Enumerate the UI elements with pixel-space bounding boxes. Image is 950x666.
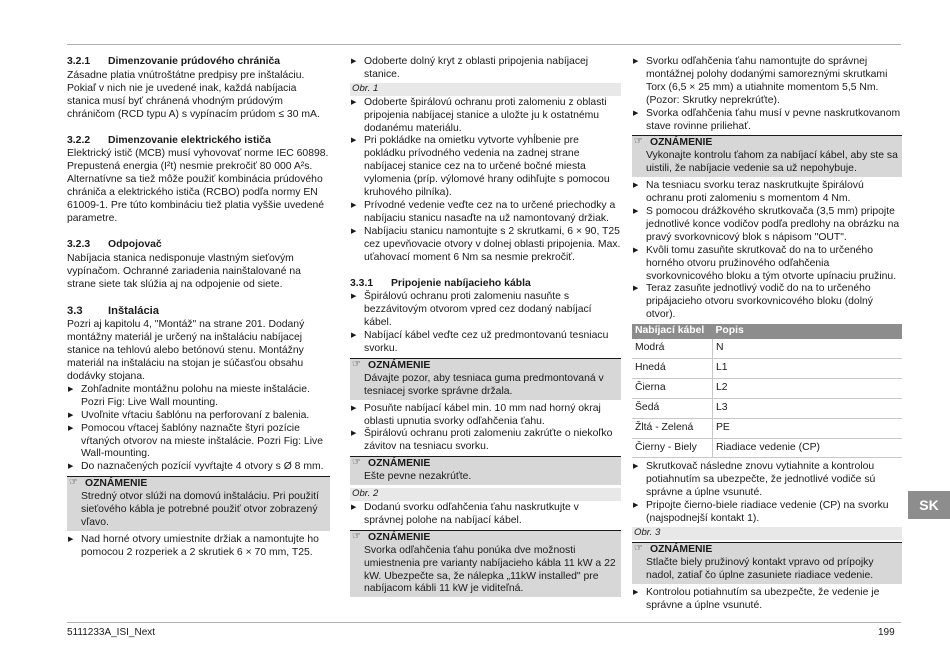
notice-heading (67, 476, 330, 491)
table-cell: Čierny - Biely (632, 438, 713, 458)
table-row (632, 398, 902, 418)
notice-box (632, 542, 902, 584)
notice-text: Dávajte pozor, aby tesniaca guma predmontovaná v tesniacej svorke správne držala. (364, 372, 604, 397)
column-3 (632, 56, 902, 612)
notice-heading (350, 530, 621, 545)
document-id: 5111233A_ISI_Next (67, 627, 156, 638)
pointing-hand-icon: ☞ (69, 477, 78, 489)
footer-rule (67, 622, 901, 623)
pointing-hand-icon: ☞ (634, 542, 643, 554)
notice-box (67, 476, 330, 531)
notice-label: OZNÁMENIE (85, 478, 148, 490)
section-heading-3-2-1 (67, 56, 330, 69)
column-header: Popis (713, 324, 903, 339)
list-item: ▶ Nabíjací kábel veďte cez už predmontovanú tesniacu svorku. (350, 330, 621, 356)
pointing-hand-icon: ☞ (352, 457, 361, 469)
list-item: ▶ Teraz zasuňte jednotlivý vodič do na to určeného pripájacieho otvoru svorkovnicového bloku (dolný otvor). (632, 283, 902, 322)
section-number: 3.3.1 (350, 277, 374, 289)
section-heading-3-2-3 (67, 239, 330, 252)
table-cell: L2 (713, 378, 903, 398)
notice-text: Svorka odľahčenia ťahu ponúka dve možnosti umiestnenia pre varianty nabíjacieho kábla 11 kW a 22 kW. Ubezpečte sa, že nálepka „11kW installed" pre nabíjacom kábli 11 kW je viditeľná. (364, 544, 616, 595)
paragraph: Elektrický istič (MCB) musí vyhovovať norme IEC 60898. Prepustená energia (I²t) nesmie prekročiť 80 000 A²s. Alternatívne sa tiež môže použiť kombinácia prúdového chrániča a elektrického ističa (RCBO) podľa normy EN 61009-1. Pre túto kombináciu tiež platia vyššie uvedené parametre. (67, 148, 329, 224)
list-item: ▶ Zohľadnite montážnu polohu na mieste inštalácie. Pozri Fig: Live Wall mounting. (67, 384, 330, 410)
list-item: ▶ Svorka odľahčenia ťahu musí v pevne naskrutkovanom stave rovinne priliehať. (632, 108, 902, 134)
list-item: ▶ Posuňte nabíjací kábel min. 10 mm nad horný okraj oblasti upnutia svorky odľahčenia ťahu. (350, 403, 621, 429)
language-tab: SK (908, 491, 950, 519)
column-2 (350, 56, 621, 600)
column-header: Nabíjací kábel (632, 324, 713, 339)
section-number: 3.3 (67, 304, 83, 317)
table-row (632, 438, 902, 458)
list-item: ▶ Špirálovú ochranu proti zalomeniu zakrúťte o niekoľko závitov na tesniacu svorku. (350, 428, 621, 454)
paragraph: Pozri aj kapitolu 4, "Montáž" na strane 201. Dodaný montážny materiál je určený na inštaláciu nabíjacej stanice na tehlovú alebo betónovú stenu. Montážny materiál na inštaláciu na stojan je súčasťou obsahu dodávky stojana. (67, 319, 305, 383)
notice-label: OZNÁMENIE (650, 543, 713, 555)
wire-color-table (632, 324, 902, 458)
notice-box (350, 456, 621, 485)
section-number: 3.2.3 (67, 238, 91, 250)
list-item: ▶ Kontrolou potiahnutím sa ubezpečte, že vedenie je správne a úplne vsunuté. (632, 587, 902, 613)
figure-label: Obr. 3 (632, 527, 902, 540)
table-cell: Riadiace vedenie (CP) (713, 438, 903, 458)
notice-heading (632, 135, 902, 150)
section-title: Odpojovač (108, 238, 162, 250)
table-header-row (632, 324, 902, 339)
list-item: ▶ Skrutkovač následne znovu vytiahnite a kontrolou potiahnutím sa ubezpečte, že jednotlivé vodiče sú správne a úplne vsunuté. (632, 461, 902, 500)
list-item: ▶ Pomocou vŕtacej šablóny naznačte štyri pozície vŕtaných otvorov na mieste inštalácie. Pozri Fig: Live Wall-mounting. (67, 423, 330, 462)
pointing-hand-icon: ☞ (352, 358, 361, 370)
section-title: Dimenzovanie elektrického ističa (108, 134, 271, 146)
table-cell: L3 (713, 398, 903, 418)
section-heading-3-3 (67, 305, 330, 318)
notice-box (350, 530, 621, 598)
section-heading-3-3-1 (350, 278, 621, 291)
table-row (632, 378, 902, 398)
notice-label: OZNÁMENIE (650, 137, 713, 149)
list-item: ▶ S pomocou drážkového skrutkovača (3,5 mm) pripojte jednotlivé konce vodičov podľa predlohy na obrázku na pravý svorkovnicový blok s nápisom "OUT". (632, 206, 902, 245)
page-number: 199 (878, 627, 895, 638)
list-item: ▶ Dodanú svorku odľahčenia ťahu naskrutkujte v správnej polohe na nabíjací kábel. (350, 502, 621, 528)
list-item: ▶ Nad horné otvory umiestnite držiak a namontujte ho pomocou 2 rozperiek a 2 skrutiek 6 × 70 mm, T25. (67, 534, 330, 560)
list-item: ▶ Odoberte dolný kryt z oblasti pripojenia nabíjacej stanice. (350, 56, 621, 82)
table-cell: PE (713, 418, 903, 438)
table-cell: Hnedá (632, 358, 713, 378)
notice-box (350, 358, 621, 400)
header-rule (67, 44, 901, 45)
list-item: ▶ Nabíjaciu stanicu namontujte s 2 skrutkami, 6 × 90, T25 cez upevňovacie otvory v dolnej oblasti pripojenia. Max. uťahovací moment 6 Nm sa nesmie prekročiť. (350, 226, 621, 265)
notice-box (632, 135, 902, 177)
table-cell: N (713, 339, 903, 358)
notice-label: OZNÁMENIE (368, 359, 431, 371)
pointing-hand-icon: ☞ (634, 136, 643, 148)
paragraph: Zásadne platia vnútroštátne predpisy pre inštaláciu. Pokiaľ v nich nie je uvedené inak, každá nabíjacia stanica musí byť chránená vhodným prúdovým chráničom (RCD typu A) s vypínacím prúdom ≤ 30 mA. (67, 69, 320, 120)
notice-heading (350, 456, 621, 471)
table-cell: Žltá - Zelená (632, 418, 713, 438)
list-item: ▶ Špirálovú ochranu proti zalomeniu nasuňte s bezzávitovým otvorom vpred cez dodaný nabíjací kábel. (350, 291, 621, 330)
notice-label: OZNÁMENIE (368, 458, 431, 470)
list-item: ▶ Prívodné vedenie veďte cez na to určené priechodky a nabíjaciu stanicu nasaďte na už namontovaný držiak. (350, 200, 621, 226)
notice-heading (632, 542, 902, 557)
section-title: Dimenzovanie prúdového chrániča (108, 56, 281, 67)
table-cell: Čierna (632, 378, 713, 398)
list-item: ▶ Kvôli tomu zasuňte skrutkovač do na to určeného horného otvoru pružinového odľahčenia svorkovnicového bloku a tým otvorte upínaciu pružinu. (632, 245, 902, 284)
figure-label: Obr. 1 (350, 83, 621, 96)
figure-label: Obr. 2 (350, 488, 621, 501)
section-number: 3.2.1 (67, 56, 91, 67)
table-cell: Modrá (632, 339, 713, 358)
notice-label: OZNÁMENIE (368, 531, 431, 543)
notice-heading (350, 358, 621, 373)
section-number: 3.2.2 (67, 134, 91, 146)
column-1 (67, 56, 330, 560)
paragraph: Nabíjacia stanica nedisponuje vlastným sieťovým vypínačom. Ochranné zariadenia nainštalované na strane siete tak slúžia aj na odpojenie od siete. (67, 252, 301, 290)
notice-text: Stredný otvor slúži na domovú inštaláciu. Pri použití sieťového kábla je potrebné použiť otvor zobrazený vľavo. (81, 491, 319, 528)
table-cell: L1 (713, 358, 903, 378)
list-item: ▶ Pripojte čierno-biele riadiace vedenie (CP) na svorku (najspodnejší kontakt 1). (632, 500, 902, 526)
section-title: Inštalácia (108, 304, 159, 317)
table-row (632, 358, 902, 378)
list-item: ▶ Pri pokládke na omietku vytvorte vyhĺbenie pre pokládku prívodného vedenia na zadnej strane nabíjacej stanice cez na to určené bočné miesta vylomenia (príp. výlomové hrany odihľujte s pomocou kruhového pilníka). (350, 135, 621, 200)
section-title: Pripojenie nabíjacieho kábla (391, 277, 531, 289)
section-heading-3-2-2 (67, 135, 330, 148)
notice-text: Stlačte biely pružinový kontakt vpravo od prípojky nadol, zatiaľ čo úplne zasuniete riadiace vedenie. (646, 556, 874, 581)
table-row (632, 418, 902, 438)
list-item: ▶ Odoberte špirálovú ochranu proti zalomeniu z oblasti pripojenia nabíjacej stanice a uložte ju k ostatnému dodanému materiálu. (350, 97, 621, 136)
list-item: ▶ Svorku odľahčenia ťahu namontujte do správnej montážnej polohy dodanými samoreznými skrutkami Torx (6,5 × 25 mm) a utiahnite momentom 5,5 Nm. (Pozor: Skrutky neprekrúťte). (632, 56, 902, 108)
pointing-hand-icon: ☞ (352, 530, 361, 542)
table-row (632, 339, 902, 358)
notice-text: Ešte pevne nezakrúťte. (364, 471, 472, 483)
list-item: ▶ Do naznačených pozícií vyvŕtajte 4 otvory s Ø 8 mm. (67, 461, 330, 474)
list-item: ▶ Na tesniacu svorku teraz naskrutkujte špirálovú ochranu proti zalomeniu s momentom 4 Nm. (632, 180, 902, 206)
table-cell: Šedá (632, 398, 713, 418)
notice-text: Vykonajte kontrolu ťahom za nabíjací kábel, aby ste sa uistili, že nabíjacie vedenie sa už nepohybuje. (646, 150, 898, 175)
list-item: ▶ Uvoľnite vŕtaciu šablónu na perforovaní z balenia. (67, 410, 330, 423)
